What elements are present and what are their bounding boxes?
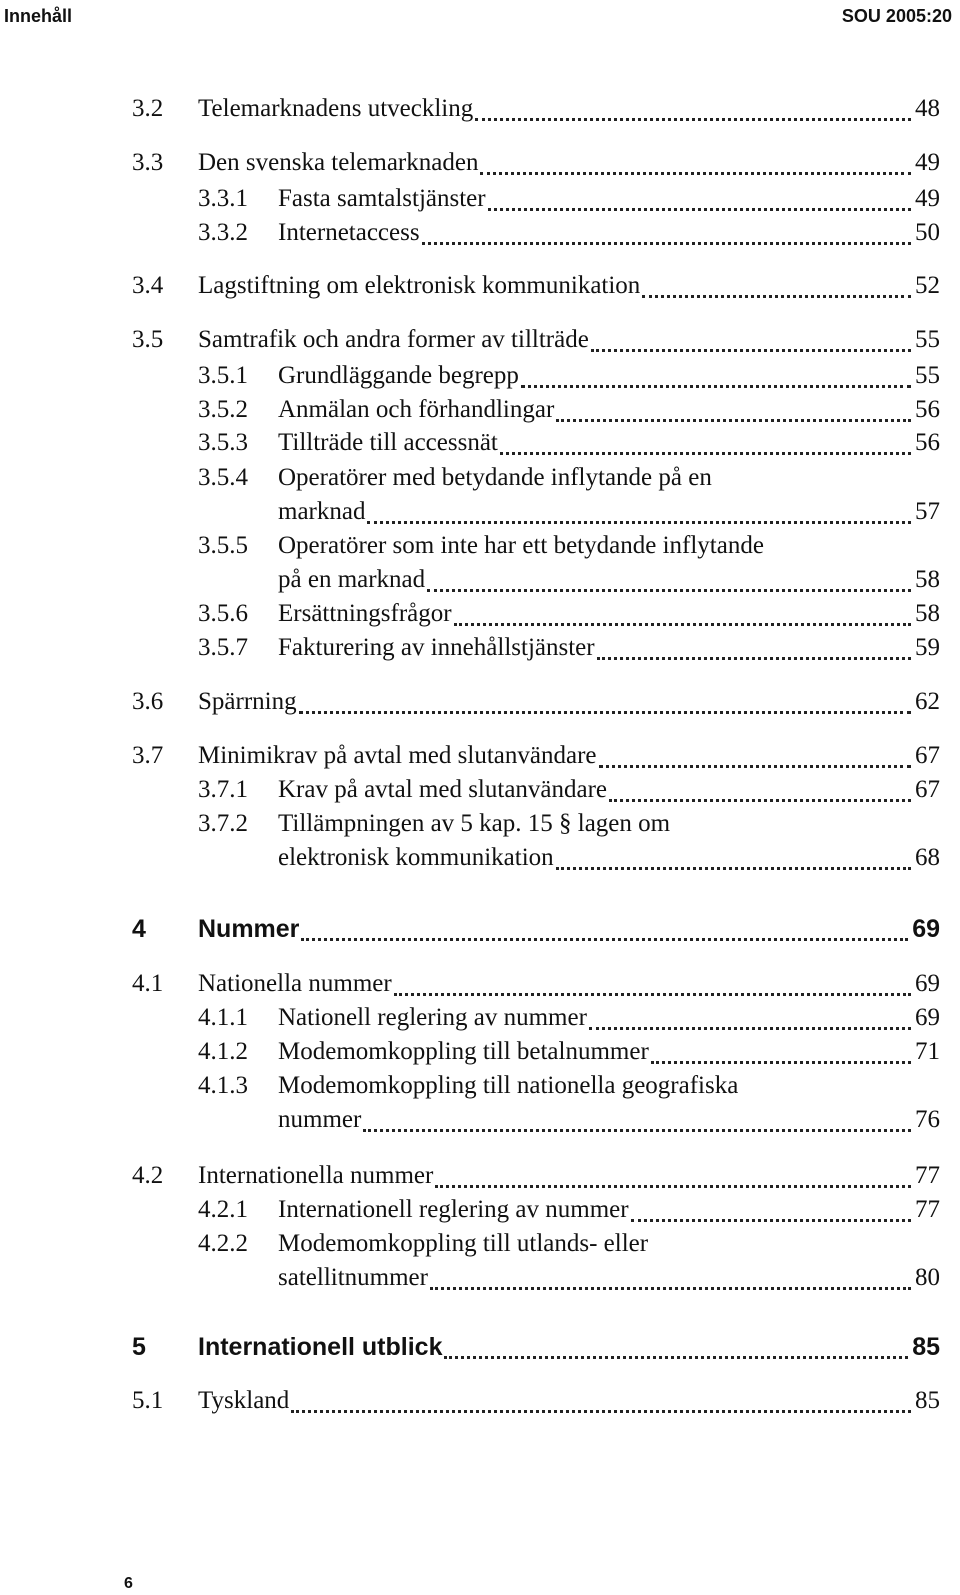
toc-entry[interactable]: [132, 598, 940, 632]
toc-entry-page: 58: [915, 600, 940, 627]
dot-leader: [367, 521, 911, 524]
dot-leader: [299, 711, 911, 714]
toc-entry[interactable]: [132, 324, 940, 358]
dot-leader: [394, 993, 911, 996]
toc-entry-number: 3.5.7: [198, 634, 248, 661]
toc-entry-page: 69: [912, 915, 940, 943]
toc-entry-title: Tillämpningen av 5 kap. 15 § lagen om: [278, 810, 671, 837]
dot-leader: [363, 1129, 911, 1132]
toc-entry[interactable]: [132, 1228, 940, 1296]
toc-entry-body: [198, 968, 940, 1002]
toc-entry-page: 77: [915, 1162, 940, 1189]
toc-entry-number: 3.3.1: [198, 185, 248, 212]
dot-leader: [500, 452, 911, 455]
toc-entry-body: [198, 913, 940, 947]
toc-entry-title: Spärrning: [198, 688, 297, 715]
toc-entry-title: Internetaccess: [278, 219, 420, 246]
toc-entry-title: Operatörer med betydande inflytande på en: [278, 464, 712, 491]
dot-leader: [475, 118, 911, 121]
toc-entry-title: Operatörer som inte har ett betydande inflytande: [278, 532, 764, 559]
dot-leader: [609, 799, 911, 802]
dot-leader: [589, 1027, 911, 1030]
dot-leader: [427, 589, 911, 592]
toc-entry-title: Nationella nummer: [198, 970, 392, 997]
toc-entry-page: 85: [912, 1333, 940, 1361]
toc-entry-page: 57: [915, 498, 940, 525]
toc-entry-number: 3.7.1: [198, 776, 248, 803]
toc-entry-title: Samtrafik och andra former av tillträde: [198, 326, 589, 353]
toc-entry-number: 4.2.1: [198, 1196, 248, 1223]
toc-entry-title: nummer: [278, 1106, 362, 1133]
toc-entry-page: 80: [915, 1264, 940, 1291]
toc-entry-body: [278, 217, 940, 251]
toc-entry-number: 3.5.2: [198, 396, 248, 423]
toc-entry-body: [278, 394, 940, 428]
toc-entry[interactable]: [132, 1385, 940, 1419]
toc-entry-page: 56: [915, 396, 940, 423]
toc-entry-title: Modemomkoppling till utlands- eller: [278, 1230, 649, 1257]
toc-entry-page: 49: [915, 185, 940, 212]
toc-entry-title: Tillträde till accessnät: [278, 429, 498, 456]
toc-entry[interactable]: [132, 632, 940, 666]
toc-entry-page: 76: [915, 1106, 940, 1133]
dot-leader: [444, 1356, 908, 1359]
dot-leader: [642, 295, 911, 298]
toc-entry-page: 77: [915, 1196, 940, 1223]
toc-entry[interactable]: [132, 808, 940, 876]
toc-entry-title: Fasta samtalstjänster: [278, 185, 486, 212]
toc-entry-number: 3.5.4: [198, 464, 248, 491]
toc-entry-number: 3.2: [132, 95, 164, 122]
toc-entry[interactable]: [132, 270, 940, 304]
toc-entry[interactable]: [132, 1036, 940, 1070]
toc-entry-page: 85: [915, 1387, 940, 1414]
dot-leader: [430, 1287, 911, 1290]
toc-entry-page: 50: [915, 219, 940, 246]
toc-entry-title: Minimikrav på avtal med slutanvändare: [198, 742, 597, 769]
toc-entry-number: 4.2: [132, 1162, 164, 1189]
toc-entry-page: 55: [915, 362, 940, 389]
toc-entry[interactable]: [132, 93, 940, 127]
toc-entry-number: 5.1: [132, 1387, 164, 1414]
dot-leader: [422, 242, 911, 245]
toc-entry-body: [198, 686, 940, 720]
toc-entry-page: 71: [915, 1038, 940, 1065]
toc-entry-number: 5: [132, 1333, 146, 1361]
toc-entry-title: Modemomkoppling till nationella geografiska: [278, 1072, 739, 1099]
toc-entry-title: elektronisk kommunikation: [278, 844, 554, 871]
toc-entry-title: Krav på avtal med slutanvändare: [278, 776, 608, 803]
toc-entry[interactable]: [132, 740, 940, 774]
toc-entry-number: 3.7: [132, 742, 164, 769]
toc-entry[interactable]: [132, 1194, 940, 1228]
toc-entry-number: 4.2.2: [198, 1230, 248, 1257]
toc-entry-title: Internationell utblick: [198, 1333, 443, 1361]
toc-entry-number: 3.5.3: [198, 429, 248, 456]
running-header-section: Innehåll: [4, 6, 73, 26]
toc-entry-page: 67: [915, 776, 940, 803]
toc-entry-page: 52: [915, 272, 940, 299]
toc-entry[interactable]: [132, 686, 940, 720]
toc-entry-title: Internationella nummer: [198, 1162, 434, 1189]
toc-entry-title: Grundläggande begrepp: [278, 362, 519, 389]
toc-entry-number: 3.5.1: [198, 362, 248, 389]
toc-entry-title: Lagstiftning om elektronisk kommunikation: [198, 272, 641, 299]
toc-entry-number: 3.6: [132, 688, 164, 715]
toc-entry-body: [198, 1385, 940, 1419]
toc-entry-page: 68: [915, 844, 940, 871]
toc-entry-page: 62: [915, 688, 940, 715]
toc-entry-page: 49: [915, 149, 940, 176]
toc-entry-number: 4.1.1: [198, 1004, 248, 1031]
dot-leader: [556, 419, 911, 422]
toc-entry-title: Modemomkoppling till betalnummer: [278, 1038, 649, 1065]
toc-entry-page: 58: [915, 566, 940, 593]
dot-leader: [488, 208, 911, 211]
toc-entry[interactable]: [132, 147, 940, 181]
toc-entry-title: Nationell reglering av nummer: [278, 1004, 587, 1031]
toc-entry[interactable]: [132, 1070, 940, 1138]
dot-leader: [291, 1410, 911, 1413]
toc-entry-title: Den svenska telemarknaden: [198, 149, 479, 176]
toc-entry[interactable]: [132, 1002, 940, 1036]
toc-entry-number: 3.5: [132, 326, 164, 353]
toc-entry-body: [278, 774, 940, 808]
toc-entry-body: [198, 270, 940, 304]
toc-entry-page: 69: [915, 1004, 940, 1031]
toc-entry-number: 3.5.5: [198, 532, 248, 559]
dot-leader: [599, 765, 912, 768]
dot-leader: [651, 1061, 911, 1064]
toc-entry-page: 48: [915, 95, 940, 122]
toc-entry-page: 55: [915, 326, 940, 353]
toc-entry-body: [278, 1228, 940, 1296]
dot-leader: [454, 623, 911, 626]
toc-entry[interactable]: [132, 530, 940, 598]
toc-entry-body: [278, 427, 940, 461]
toc-entry[interactable]: [132, 394, 940, 428]
toc-entry-title: på en marknad: [278, 566, 426, 593]
toc-entry[interactable]: [132, 774, 940, 808]
dot-leader: [521, 385, 911, 388]
toc-entry-body: [278, 598, 940, 632]
toc-entry-title: marknad: [278, 498, 366, 525]
toc-entry[interactable]: [132, 360, 940, 394]
page-number: 6: [124, 1575, 133, 1592]
toc-entry-number: 4.1: [132, 970, 164, 997]
toc-entry-body: [278, 808, 940, 876]
dot-leader: [435, 1185, 911, 1188]
toc-entry[interactable]: [132, 427, 940, 461]
toc-entry-title: Telemarknadens utveckling: [198, 95, 474, 122]
dot-leader: [480, 172, 911, 175]
toc-entry-number: 3.4: [132, 272, 164, 299]
toc-entry-title: Fakturering av innehållstjänster: [278, 634, 595, 661]
toc-entry-page: 59: [915, 634, 940, 661]
toc-entry-title: Tyskland: [198, 1387, 290, 1414]
toc-entry[interactable]: [132, 462, 940, 530]
toc-entry-body: [278, 462, 940, 530]
dot-leader: [631, 1219, 911, 1222]
toc-entry-body: [198, 93, 940, 127]
toc-entry-body: [198, 1160, 940, 1194]
dot-leader: [301, 938, 908, 941]
toc-entry-page: 67: [915, 742, 940, 769]
toc-entry-number: 4: [132, 915, 146, 943]
toc-entry[interactable]: [132, 1160, 940, 1194]
toc-entry-number: 4.1.2: [198, 1038, 248, 1065]
toc-entry-body: [278, 530, 940, 598]
toc-entry-body: [278, 1194, 940, 1228]
toc-entry-body: [278, 183, 940, 217]
toc-entry-body: [278, 1036, 940, 1070]
dot-leader: [591, 349, 911, 352]
toc-entry-title: Ersättningsfrågor: [278, 600, 452, 627]
toc-entry-body: [278, 1002, 940, 1036]
toc-entry-title: Nummer: [198, 915, 300, 943]
toc-entry-number: 3.3.2: [198, 219, 248, 246]
toc-entry-number: 3.3: [132, 149, 164, 176]
toc-entry-title: Anmälan och förhandlingar: [278, 396, 555, 423]
dot-leader: [597, 657, 911, 660]
toc-entry-body: [278, 360, 940, 394]
toc-entry[interactable]: [132, 913, 940, 947]
toc-entry[interactable]: [132, 183, 940, 217]
toc-entry-body: [198, 740, 940, 774]
toc-entry-body: [198, 147, 940, 181]
toc-entry-number: 3.7.2: [198, 810, 248, 837]
toc-entry-title: satellitnummer: [278, 1264, 428, 1291]
toc-entry-body: [198, 1331, 940, 1365]
toc-entry-title: Internationell reglering av nummer: [278, 1196, 629, 1223]
running-header-document-id: SOU 2005:20: [841, 6, 952, 26]
toc-entry-number: 3.5.6: [198, 600, 248, 627]
toc-entry[interactable]: [132, 968, 940, 1002]
dot-leader: [556, 867, 911, 870]
toc-entry[interactable]: [132, 217, 940, 251]
toc-entry[interactable]: [132, 1331, 940, 1365]
toc-entry-body: [278, 632, 940, 666]
toc-entry-page: 56: [915, 429, 940, 456]
toc-entry-body: [278, 1070, 940, 1138]
toc-entry-body: [198, 324, 940, 358]
toc-entry-number: 4.1.3: [198, 1072, 248, 1099]
toc-entry-page: 69: [915, 970, 940, 997]
